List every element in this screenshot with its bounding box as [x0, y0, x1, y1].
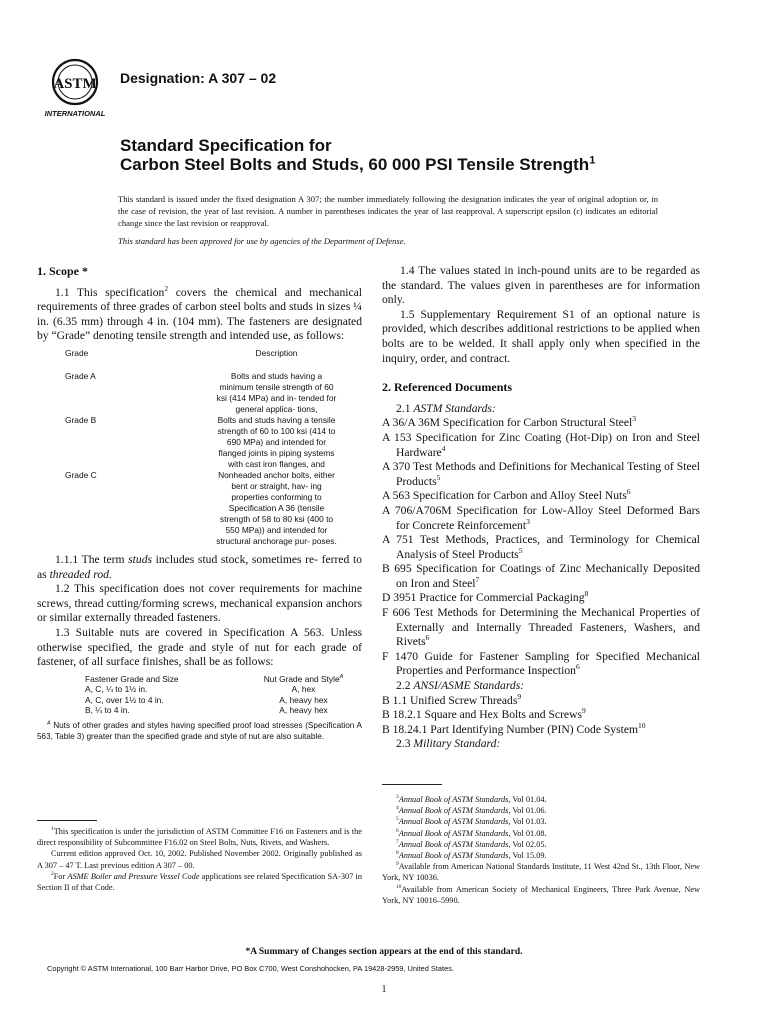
astm-standard-item-text: A 751 Test Methods, Practices, and Terminology for Chemical Analysis of Steel Products	[382, 533, 700, 561]
annual-book-title: Annual Book of ASTM Standards	[398, 806, 509, 816]
footnote-1	[37, 826, 362, 848]
footnote-ref[interactable]: 9	[517, 691, 522, 701]
annual-book-volume: , Vol 01.04.	[508, 795, 547, 804]
p11-rest: covers the chemical and mechanical requirements of three grades of carbon steel bolts and studs in sizes ¼ in. (6.35 mm) through 4 in. (104 mm). The fasteners are designated by “Grade” denoting tensile strength and intended use, as follows:	[37, 285, 362, 343]
astm-standard-item	[382, 431, 700, 460]
footnote-1-mark: 1	[51, 826, 54, 833]
fastener-header: Fastener Grade and Size	[85, 673, 179, 684]
footnote-ref[interactable]: 3	[632, 414, 636, 424]
logo-subtext: INTERNATIONAL	[44, 109, 106, 118]
scope-paragraph-1-2: 1.2 This specification does not cover requirements for machine screws, thread cutting/forming screws, mechanical expansion anchors or similar externally threaded fasteners.	[37, 582, 362, 625]
left-column	[37, 264, 362, 742]
fastener-cell: A, C, over 1½ to 4 in.	[85, 694, 164, 705]
astm-standard-item-text: A 706/A706M Specification for Low-Alloy Steel Deformed Bars for Concrete Reinforcement	[382, 503, 700, 532]
subsection-2-1	[382, 402, 700, 417]
astm-standard-item-text: A 563 Specification for Carbon and Alloy Steel Nuts	[382, 489, 627, 503]
astm-standard-item-text: F 606 Test Methods for Determining the Mechanical Properties of Externally and Internally Threaded Fasteners, Washers, and Rivets	[382, 606, 700, 649]
astm-standard-item-text: B 695 Specification for Coatings of Zinc Mechanically Deposited on Iron and Steel	[382, 562, 700, 590]
fastener-cell: A, C, ¼ to 1½ in.	[85, 684, 148, 695]
astm-logo	[35, 58, 115, 120]
footnote-1-edition: Current edition approved Oct. 10, 2002. Published November 2002. Originally published as A 307 – 47 T. Last previous edition A 307 – 00.	[37, 849, 362, 870]
nut-row	[37, 695, 362, 706]
annual-book-footnote	[382, 805, 700, 816]
footnote-10-mark: 10	[396, 883, 402, 890]
p111-b: includes stud stock, sometimes re- ferred to as	[37, 552, 362, 581]
footnote-mark: 5	[396, 816, 399, 823]
annual-book-title: Annual Book of ASTM Standards	[398, 817, 509, 827]
ansi-standard-item	[382, 691, 700, 709]
issue-note: This standard is issued under the fixed designation A 307; the number immediately following the designation indicates the year of original adoption or, in the case of revision, the year of last revision. A number in parentheses indicates the year of last reapproval. A superscript epsilon (ε) indicates an editorial change since the last revision or reapproval.	[118, 194, 658, 228]
footnote-mark: 6	[396, 827, 399, 834]
scope-heading: 1. Scope *	[37, 264, 88, 278]
footnote-2-mark: 2	[51, 871, 54, 878]
ansi-standard-item-text: B 1.1 Unified Screw Threads	[382, 693, 518, 707]
summary-of-changes-note: *A Summary of Changes section appears at the end of this standard.	[245, 947, 523, 957]
annual-book-footnote	[382, 816, 700, 827]
title-text: Carbon Steel Bolts and Studs, 60 000 PSI Tensile Strength	[120, 155, 590, 174]
sub22-label: ANSI/ASME Standards:	[413, 679, 525, 693]
annual-book-title: Annual Book of ASTM Standards	[398, 795, 509, 804]
logo-text: ASTM	[53, 76, 97, 92]
sub21-label: ASTM Standards:	[413, 401, 496, 415]
annual-book-volume: , Vol 01.08.	[508, 828, 547, 838]
astm-standard-item	[382, 489, 700, 504]
annual-book-volume: , Vol 01.06.	[508, 806, 547, 816]
nut-header-text: Nut Grade and Style	[263, 673, 340, 684]
astm-standards-list	[382, 416, 700, 679]
subsection-2-2	[382, 679, 700, 694]
scope-paragraph-1-4: 1.4 The values stated in inch-pound units are to be regarded as the standard. The values given in parentheses are for information only.	[382, 264, 700, 307]
nut-note-mark: A	[47, 719, 51, 726]
nut-cell: A, heavy hex	[279, 694, 328, 705]
p111-a: 1.1.1 The term	[55, 552, 129, 566]
description-cell: Bolts and studs having a minimum tensile strength of 60 ksi (414 MPa) and in- tended for general applica- tions,	[216, 370, 337, 414]
nut-table	[37, 674, 362, 716]
footnote-ref[interactable]: 5	[518, 545, 523, 555]
footnote-mark: 3	[396, 794, 399, 801]
annual-book-title: Annual Book of ASTM Standards	[398, 851, 509, 861]
ansi-standard-item	[382, 720, 700, 738]
p111-c: .	[108, 567, 112, 581]
sub21-num: 2.1	[396, 401, 411, 415]
astm-standard-item-text: A 370 Test Methods and Definitions for Mechanical Testing of Steel Products	[382, 460, 700, 488]
footnote-mark: 4	[396, 805, 399, 812]
nut-row	[37, 684, 362, 695]
nut-cell: A, hex	[291, 684, 316, 695]
p11-start: 1.1 This specification	[55, 285, 165, 299]
ansi-standard-item-text: B 18.2.1 Square and Hex Bolts and Screws	[382, 708, 582, 722]
astm-standard-item	[382, 591, 700, 606]
page-number: 1	[381, 984, 387, 995]
astm-standard-item	[382, 533, 700, 562]
footnote-ref-2[interactable]: 2	[164, 283, 169, 293]
footnote-2	[37, 871, 362, 893]
astm-standard-item-text: A 36/A 36M Specification for Carbon Structural Steel	[382, 416, 633, 430]
grade-cell: Grade B	[65, 414, 97, 425]
scope-paragraph-1-1-1	[37, 553, 362, 582]
footnote-2-a: For	[53, 871, 68, 881]
grade-cell: Grade C	[65, 469, 97, 480]
astm-standard-item-text: F 1470 Guide for Fastener Sampling for Specified Mechanical Properties and Performance Inspection	[382, 649, 700, 678]
annual-book-volume: , Vol 02.05.	[508, 839, 547, 849]
grade-row	[37, 371, 362, 415]
nut-cell: A, heavy hex	[279, 705, 328, 716]
description-header: Description	[255, 347, 298, 358]
astm-standard-item	[382, 460, 700, 489]
astm-standard-item	[382, 504, 700, 533]
footnote-2-code: ASME Boiler and Pressure Vessel Code	[67, 871, 200, 881]
astm-standard-item-text: D 3951 Practice for Commercial Packaging	[382, 591, 585, 605]
astm-standard-item-text: A 153 Specification for Zinc Coating (Hot-Dip) on Iron and Steel Hardware	[382, 430, 700, 459]
designation: Designation: A 307 – 02	[120, 70, 277, 86]
annual-book-volume: , Vol 15.09.	[508, 851, 547, 861]
fastener-cell: B, ¼ to 4 in.	[85, 705, 130, 716]
grade-row	[37, 415, 362, 470]
footnote-ref[interactable]: 6	[626, 487, 631, 497]
refdocs-heading: 2. Referenced Documents	[382, 380, 513, 395]
scope-paragraph-1-5: 1.5 Supplementary Requirement S1 of an optional nature is provided, which describes additional restrictions to be applied when bolts are to be welded. It shall apply only when specified in the inquiry, order, and contract.	[382, 307, 700, 365]
ansi-standard-item-text: B 18.24.1 Part Identifying Number (PIN) Code System	[382, 722, 639, 736]
footnote-mark: 7	[396, 839, 399, 846]
annual-book-footnote	[382, 839, 700, 850]
annual-book-footnote	[382, 794, 700, 805]
astm-standard-item	[382, 416, 700, 431]
grade-table	[37, 348, 362, 547]
footnote-ref[interactable]: 7	[475, 575, 480, 585]
footnote-ref[interactable]: 9	[581, 706, 586, 716]
footnote-ref[interactable]: 6	[425, 633, 430, 643]
footnote-divider-left	[37, 820, 97, 821]
copyright: Copyright © ASTM International, 100 Barr Harbor Drive, PO Box C700, West Conshohocken, PA 19428-2959, United States.	[47, 964, 454, 973]
footnote-ref[interactable]: 4	[441, 443, 446, 453]
footnote-1-text: This specification is under the jurisdiction of ASTM Committee F16 on Fasteners and is the direct responsibility of Subcommittee F16.02 on Steel Bolts, Nuts, Rivets, and Washers.	[37, 827, 362, 848]
footnote-10	[382, 884, 700, 906]
footnotes-left	[37, 826, 362, 893]
sub23-label: Military Standard:	[413, 737, 501, 751]
grade-table-header	[37, 348, 362, 371]
annual-book-footnote	[382, 850, 700, 861]
right-column	[382, 264, 700, 752]
nut-table-header	[37, 674, 362, 685]
footnotes-right	[382, 794, 700, 906]
approval-note: This standard has been approved for use by agencies of the Department of Defense.	[118, 236, 406, 246]
footnote-2-b: applications see related Specification SA-307 in Section II of that Code.	[37, 871, 362, 893]
footnote-10-text: Available from American Society of Mechanical Engineers, Three Park Avenue, New York, NY 10016–5990.	[382, 884, 700, 905]
scope-paragraph-1-1	[37, 283, 362, 344]
footnote-9-mark: 9	[396, 861, 399, 868]
nut-header-note-ref: A	[339, 673, 344, 680]
astm-standard-item	[382, 650, 700, 679]
ansi-standard-item	[382, 708, 700, 723]
nut-table-note	[37, 720, 362, 742]
sub22-num: 2.2	[396, 679, 411, 693]
footnote-9	[382, 861, 700, 883]
astm-standard-item	[382, 562, 700, 591]
astm-logo-mark	[35, 58, 115, 120]
footnote-ref[interactable]: 3	[526, 516, 530, 526]
title-line-1: Standard Specification for	[120, 136, 332, 155]
description-cell: Nonheaded anchor bolts, either bent or straight, hav- ing properties conforming to Specification A 36 (tensile strength of 58 to 80 ksi (400 to 550 MPa)) and intended for structural anchorage pur- poses.	[216, 469, 337, 546]
annual-book-title: Annual Book of ASTM Standards	[398, 828, 509, 838]
footnote-divider-right	[382, 784, 442, 785]
footnote-mark: 8	[396, 850, 399, 857]
grade-row	[37, 470, 362, 547]
annual-book-footnote	[382, 828, 700, 839]
nut-header	[245, 674, 362, 685]
annual-book-footnotes	[382, 794, 700, 861]
nut-row	[37, 705, 362, 716]
footnote-9-text: Available from American National Standards Institute, 11 West 42nd St., 13th Floor, New York, NY 10036.	[382, 862, 700, 883]
annual-book-volume: , Vol 01.03.	[508, 817, 547, 827]
scope-paragraph-1-3: 1.3 Suitable nuts are covered in Specification A 563. Unless otherwise specified, the grade and style of nut for each grade of fastener, of all surface finishes, shall be as follows:	[37, 625, 362, 669]
footnote-ref[interactable]: 10	[638, 720, 646, 730]
ansi-standards-list	[382, 691, 700, 738]
astm-standard-item	[382, 606, 700, 650]
p111-term-threaded-rod: threaded rod	[49, 567, 109, 581]
footnote-ref[interactable]: 8	[584, 589, 589, 599]
nut-note-text: Nuts of other grades and styles having specified proof load stresses (Specification A 563, Table 3) greater than the specified grade and style of nut are also suitable.	[37, 720, 362, 741]
sub23-num: 2.3	[396, 737, 411, 751]
description-cell: Bolts and studs having a tensile strength of 60 to 100 ksi (414 to 690 MPa) and intended for flanged joints in piping systems with cast iron flanges, and	[217, 414, 336, 469]
footnote-ref[interactable]: 5	[436, 472, 441, 482]
title-line-2	[120, 155, 595, 175]
subsection-2-3	[382, 737, 700, 752]
title-footnote-ref[interactable]: 1	[589, 154, 596, 167]
p111-term-studs: studs	[128, 552, 153, 566]
grade-cell: Grade A	[65, 370, 96, 381]
annual-book-title: Annual Book of ASTM Standards	[398, 839, 509, 849]
footnote-ref[interactable]: 6	[575, 662, 580, 672]
grade-header: Grade	[65, 347, 89, 358]
